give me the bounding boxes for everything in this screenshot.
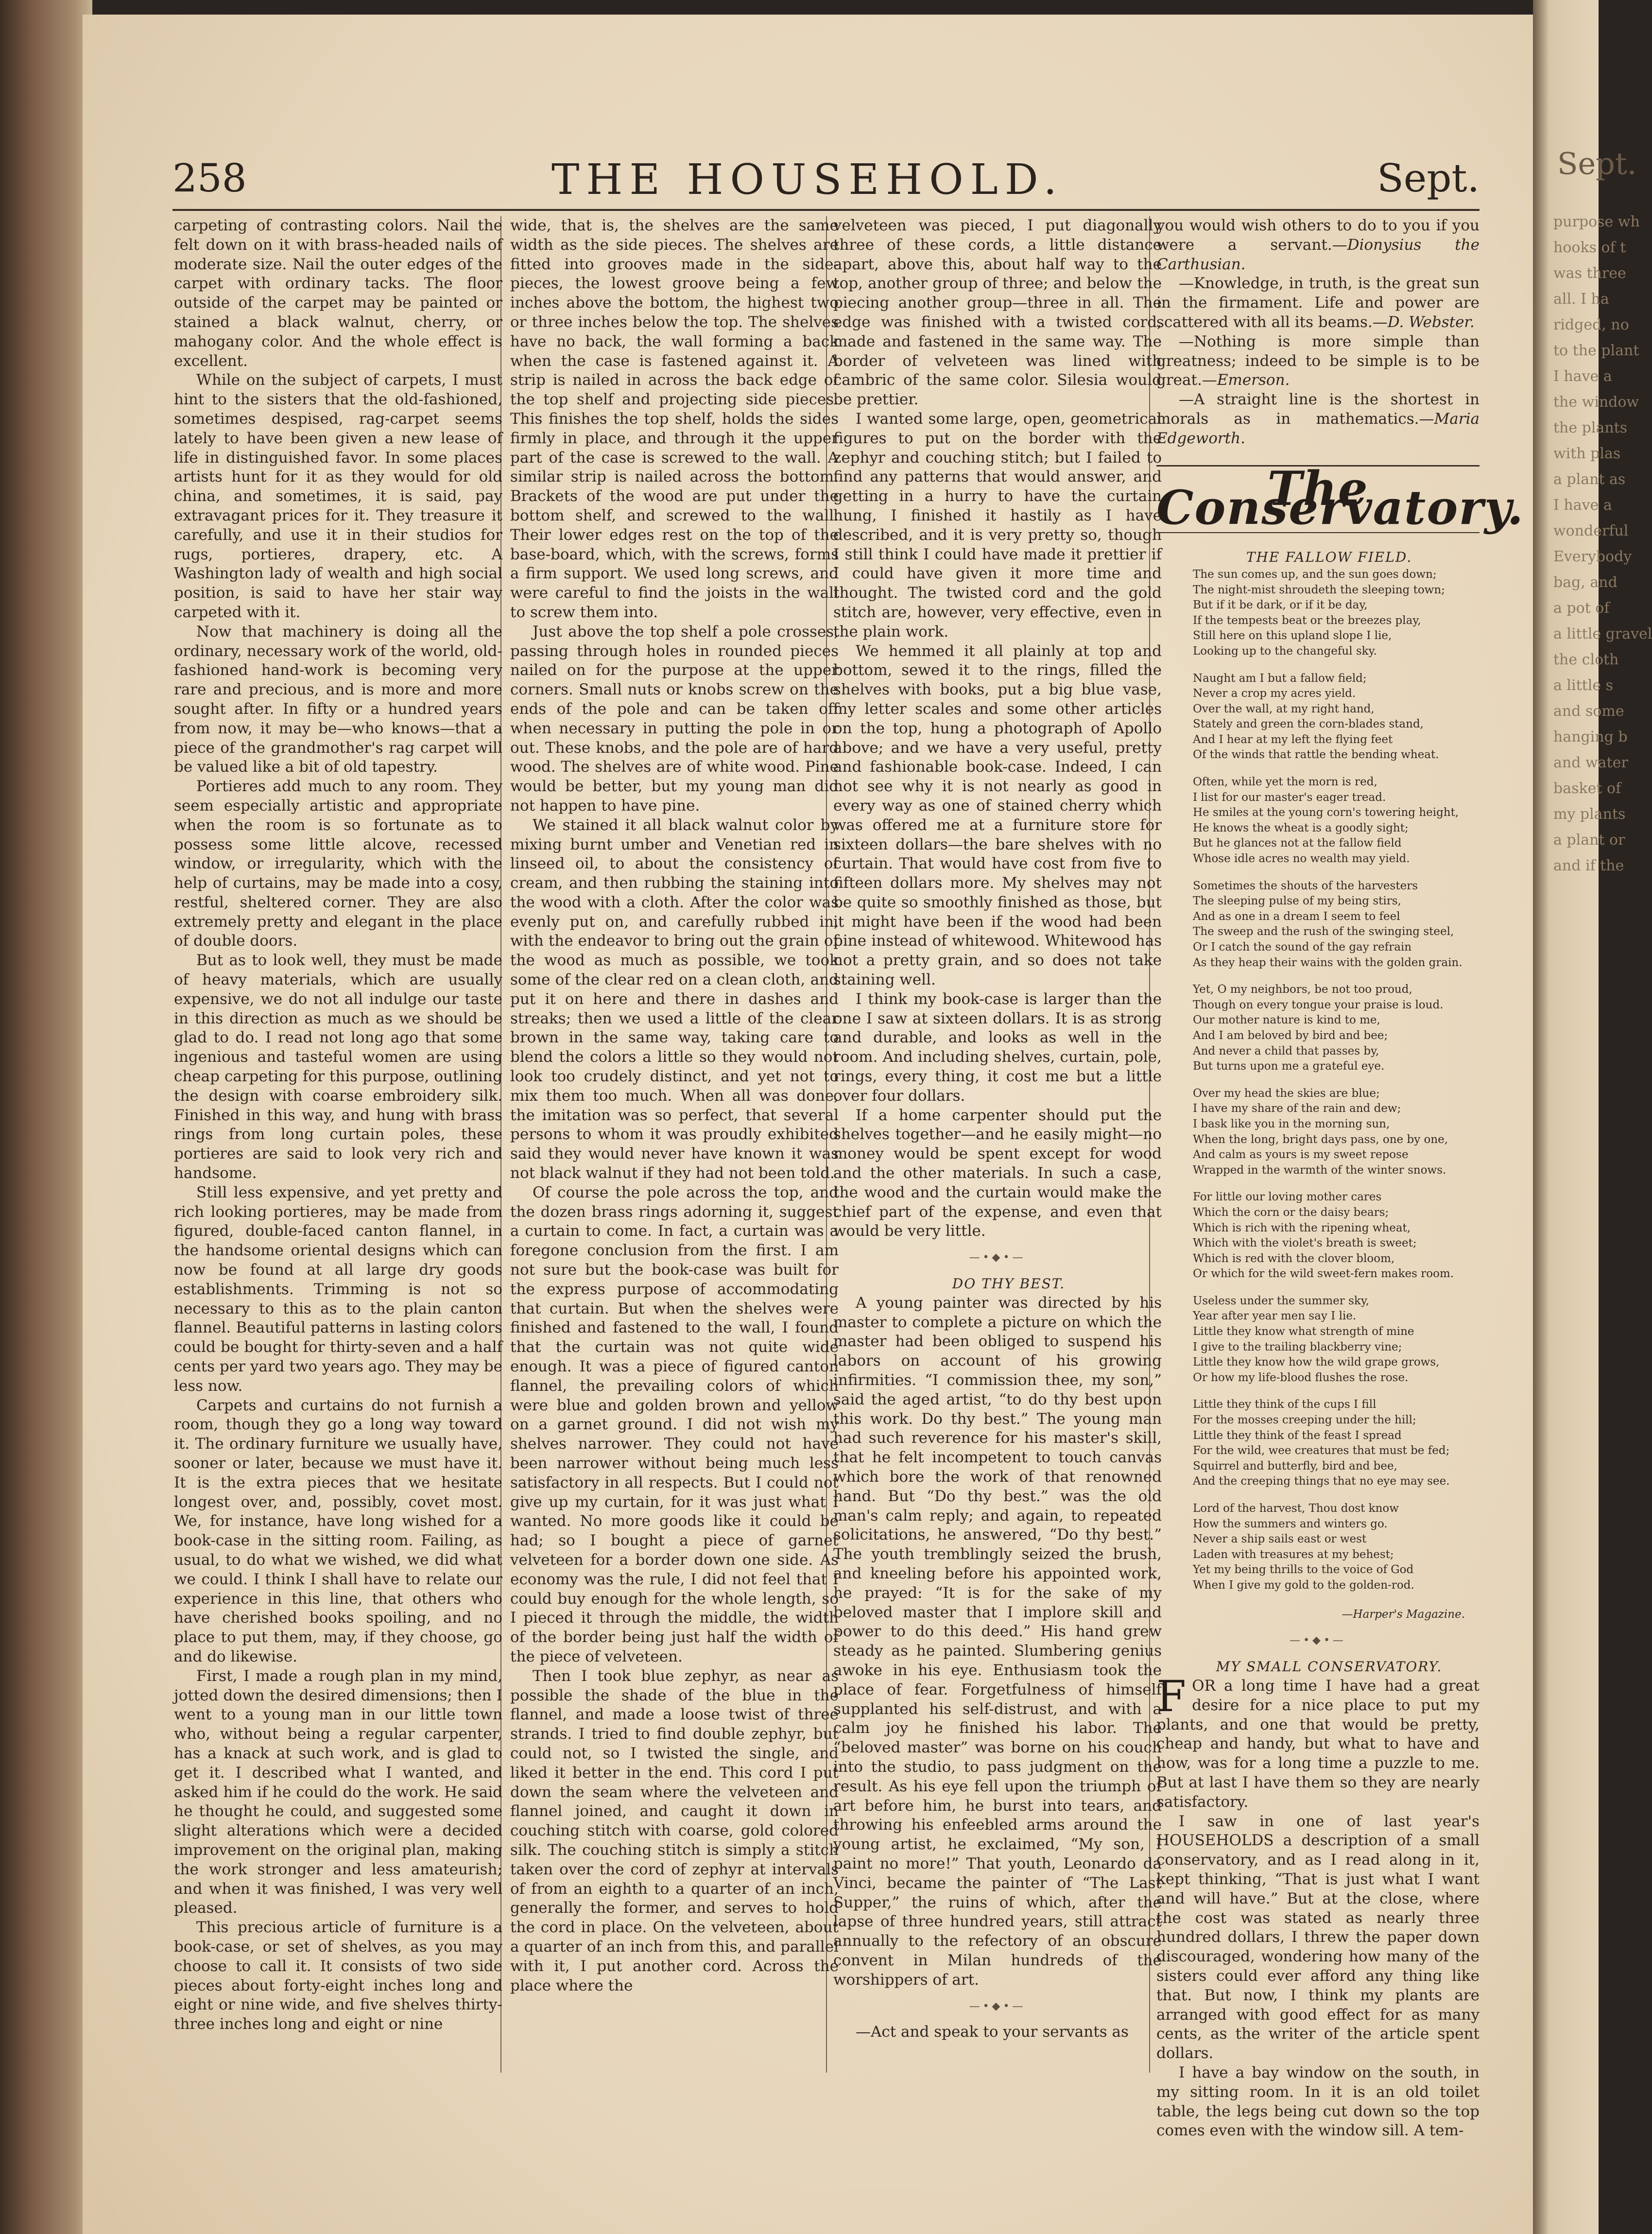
poem-line: Squirrel and butterfly, bird and bee, xyxy=(1193,1459,1397,1472)
poem-stanza xyxy=(1193,1086,1480,1178)
poem-line: As they heap their wains with the golden grain. xyxy=(1193,956,1463,969)
paragraph xyxy=(1156,1671,1480,1812)
poem-stanza xyxy=(1193,1501,1480,1593)
poem-line: Year after year men say I lie. xyxy=(1193,1310,1357,1323)
next-page-edge xyxy=(1533,0,1652,2234)
next-page-line: a plant or xyxy=(1553,831,1625,849)
poem-line: If the tempests beat or the breezes play, xyxy=(1193,614,1421,627)
next-page-line: wonderful xyxy=(1553,522,1629,539)
paragraph-text: OR a long time I have had a great desire for a nice place to put my plants, and one that would be pretty, cheap and handy, but what to have and how, was for a long time a puzzle to me. But at last I have them so they are nearly satisfactory. xyxy=(1156,1677,1480,1811)
poem-line: Or I catch the sound of the gay refrain xyxy=(1193,941,1412,954)
poem-line: Which is rich with the ripening wheat, xyxy=(1193,1221,1411,1234)
next-page-line: ridged, no xyxy=(1553,316,1629,333)
next-page-line: and water xyxy=(1553,754,1628,771)
paragraph: We stained it all black walnut color by mixing burnt umber and Venetian red in linseed oil, to about the consistency of cream, and then rubbing the staining into the wood with a cloth. After the color was evenly put on, and carefully rubbed in, with the endeavor to bring out the grain of the wood as much as possible, we took some of the clear red on a clean cloth, and put it on here and there in dashes and streaks; then we used a little of the clear brown in the same way, taking care to blend the colors a little so they would not look too crudely distinct, and yet not to mix them too much. When all was done, the imitation was so perfect, that several persons to whom it was proudly exhibited said they would never have known it was not black walnut if they had not been told. xyxy=(510,816,839,1182)
paragraph: Just above the top shelf a pole crosses, passing through holes in rounded pieces nailed on for the purpose at the upper corners. Small nuts or knobs screw on the ends of the pole and can be taken off when necessary in putting the pole in or out. These knobs, and the pole are of hard wood. The shelves are of white wood. Pine would be better, but my young man did not happen to have pine. xyxy=(510,623,839,814)
next-page-line: I have a xyxy=(1553,368,1612,385)
next-page-line: hanging b xyxy=(1553,728,1628,745)
paragraph: I wanted some large, open, geometrical figures to put on the border with the zephyr and couching stitch; but I failed to find any patterns that would answer, and getting in a hurry to have the curtain hung, I finished it hastily as I have described, and it is very pretty so, though I still think I could have made it prettier if I could have given it more time and thought. The twisted cord and the gold stitch are, however, very effective, even in the plain work. xyxy=(833,410,1162,641)
poem-line: I bask like you in the morning sun, xyxy=(1193,1117,1390,1130)
poem-line: Lord of the harvest, Thou dost know xyxy=(1193,1502,1399,1515)
paragraph: Still less expensive, and yet pretty and rich looking portieres, may be made from figured, double-faced canton flannel, in the handsome oriental designs which can now be found at all large dry goods establishments. Trimming is not so necessary to this as to the plain canton flannel. Beautiful patterns in lasting colors could be bought for thirty-seven and a half cents per yard two years ago. They may be less now. xyxy=(174,1183,502,1395)
poem-line: Sometimes the shouts of the harvesters xyxy=(1193,879,1418,892)
next-page-line: the plants xyxy=(1553,419,1628,436)
column-3 xyxy=(833,216,1162,2063)
poem-line: Wrapped in the warmth of the winter snows. xyxy=(1193,1163,1446,1177)
poem-line: The sleeping pulse of my being stirs, xyxy=(1193,895,1401,908)
paragraph: Then I took blue zephyr, as near as possible the shade of the blue in the flannel, and made a loose twist of three strands. I tried to find double zephyr, but could not, so I twisted the single, and liked it better in the end. This cord I put down the seam where the velveteen and flannel joined, and caught it down in couching stitch with coarse, gold colored silk. The couching stitch is simply a stitch taken over the cord of zephyr at intervals of from an eighth to a quarter of an inch, generally the former, and serves to hold the cord in place. On the velveteen, about a quarter of an inch from this, and parallel with it, I put another cord. Across the place where the xyxy=(510,1667,839,1994)
paragraph: While on the subject of carpets, I must hint to the sisters that the old-fashioned, sometimes despised, rag-carpet seems lately to have been given a new lease of life in distinguished favor. In some places artists hunt for it as they would for old china, and sometimes, it is said, pay extravagant prices for it. They treasure it carefully, and use it in their studios for rugs, portieres, drapery, etc. A Washington lady of wealth and high social position, is said to have her stair way carpeted with it. xyxy=(174,371,502,621)
column-2 xyxy=(510,216,839,2063)
poem-line: But turns upon me a grateful eye. xyxy=(1193,1060,1385,1073)
paragraph: I think my book-case is larger than the one I saw at sixteen dollars. It is as strong and durable, and looks as well in the room. And including shelves, curtain, pole, rings, every thing, it cost me but a little over four dollars. xyxy=(833,990,1162,1105)
quote-text: you would wish others to do to you if you were a servant.— xyxy=(1156,217,1480,254)
paragraph: carpeting of contrasting colors. Nail the felt down on it with brass-headed nails of moderate size. Nail the outer edges of the carpet with ordinary tacks. The floor outside of the carpet may be painted or stained a black walnut, cherry, or mahogany color. And the whole effect is excellent. xyxy=(174,217,502,370)
next-page-line: and some xyxy=(1553,703,1624,720)
column-1 xyxy=(174,216,502,2063)
next-page-line: the cloth xyxy=(1553,651,1619,668)
poem-line: Never a ship sails east or west xyxy=(1193,1533,1367,1546)
poem-line: I list for our master's eager tread. xyxy=(1193,791,1386,804)
poem-line: The sun comes up, and the sun goes down; xyxy=(1193,568,1437,581)
poem-line: And never a child that passes by, xyxy=(1193,1044,1379,1057)
poem-line: Which with the violet's breath is sweet; xyxy=(1193,1237,1417,1250)
ornament-divider: —•◆•— xyxy=(969,2000,1026,2012)
poem-line: Which the corn or the daisy bears; xyxy=(1193,1206,1389,1219)
poem-line: Whose idle acres no wealth may yield. xyxy=(1193,852,1410,866)
paragraph: We hemmed it all plainly at top and bottom, sewed it to the rings, filled the shelves with books, put a big blue vase, my letter scales and some other articles on the top, hung a photograph of Apollo above; and we have a very useful, pretty and fashionable book-case. Indeed, I can not see why it is not nearly as good in every way as one of stained cherry which was offered me at a furniture store for sixteen dollars—the bare shelves with no curtain. That would have cost from five to fifteen dollars more. My shelves may not be quite so smoothly finished as those, but it might have been if the wood had been pine instead of whitewood. Whitewood has not a pretty grain, and so does not take staining well. xyxy=(833,642,1162,989)
poem-stanza xyxy=(1193,982,1480,1074)
poem-line: Little they know how the wild grape grows, xyxy=(1193,1356,1440,1369)
poem-stanza xyxy=(1193,1190,1480,1282)
quote-text: —Knowledge, in truth, is the great sun in the firmament. Life and power are scattered with all its beams.— xyxy=(1156,275,1480,331)
next-page-line: to the plant xyxy=(1553,342,1639,359)
next-page-line: bag, and xyxy=(1553,574,1618,591)
poem-line: For the mosses creeping under the hill; xyxy=(1193,1414,1416,1427)
poem-line: Laden with treasures at my behest; xyxy=(1193,1548,1394,1561)
quote-author: Dionysius the Carthusian. xyxy=(1156,236,1480,273)
poem-line: And as one in a dream I seem to feel xyxy=(1193,910,1400,923)
poem-line: For the wild, wee creatures that must be fed; xyxy=(1193,1444,1450,1457)
quote xyxy=(1156,216,1480,274)
poem-line: Never a crop my acres yield. xyxy=(1193,687,1356,700)
poem-line: Still here on this upland slope I lie, xyxy=(1193,629,1392,642)
next-page-line: a little gravel xyxy=(1553,625,1652,642)
quote-text: —Nothing is more simple than greatness; indeed to be simple is to be great.— xyxy=(1156,332,1480,389)
poem-stanza xyxy=(1193,879,1480,971)
next-page-line: Everybody xyxy=(1553,548,1632,565)
poem-line: Stately and green the corn-blades stand, xyxy=(1193,718,1424,731)
poem-line: He knows the wheat is a goodly sight; xyxy=(1193,821,1409,834)
poem-stanza xyxy=(1193,1397,1480,1489)
next-page-heading: Sept. xyxy=(1557,146,1637,181)
poem-line: The night-mist shroudeth the sleeping town; xyxy=(1193,583,1445,596)
poem-line: Looking up to the changeful sky. xyxy=(1193,644,1377,658)
poem-line: When the long, bright days pass, one by one, xyxy=(1193,1133,1448,1146)
poem-line: Though on every tongue your praise is loud. xyxy=(1193,998,1444,1011)
paragraph: Portieres add much to any room. They seem especially artistic and appropriate when the room is so fortunate as to possess some little alcove, recessed window, or irregularity, which with the help of curtains, may be made into a cosy, restful, sheltered corner. They are also extremely pretty and elegant in the place of double doors. xyxy=(174,778,502,950)
paragraph: First, I made a rough plan in my mind, jotted down the desired dimensions; then I went to a young man in our little town who, without being a regular carpenter, has a knack at such work, and is glad to get it. I described what I wanted, and asked him if he could do the work. He said he thought he could, and suggested some slight alterations which were a decided improvement on the original plan, making the work stronger and less amateurish; and when it was finished, I was very well pleased. xyxy=(174,1667,502,1917)
column-4 xyxy=(1156,216,1525,2140)
poem-line: He smiles at the young corn's towering height, xyxy=(1193,806,1459,819)
masthead-title: THE HOUSEHOLD. xyxy=(551,156,1064,204)
next-page-line: my plants xyxy=(1553,806,1626,823)
paragraph: Of course the pole across the top, and the dozen brass rings adorning it, suggest a curtain to come. In fact, a curtain was a foregone conclusion from the first. I am not sure but the book-case was built for the express purpose of accommodating that curtain. But when the shelves were finished and fastened to the wall, I found that the curtain was not quite wide enough. It was a piece of figured canton flannel, the prevailing colors of which were blue and golden brown and yellow on a garnet ground. I did not wish my shelves narrower. They could not have been narrower without being much less satisfactory in all respects. But I could not give up my curtain, for it was just what I wanted. No more goods like it could be had; so I bought a piece of garnet velveteen for a border down one side. As economy was the rule, I did not feel that I could buy enough for the whole length, so I pieced it through the middle, the width of the border being just half the width of the piece of velveteen. xyxy=(510,1183,839,1665)
poem-line: I give to the trailing blackberry vine; xyxy=(1193,1340,1402,1353)
poem xyxy=(1156,567,1480,1593)
ornament-divider: —•◆•— xyxy=(969,1251,1026,1264)
poem-line: Over my head the skies are blue; xyxy=(1193,1087,1380,1100)
poem-line: Little they know what strength of mine xyxy=(1193,1325,1414,1338)
next-page-line: I have a xyxy=(1553,497,1612,514)
paragraph: velveteen was pieced, I put diagonally three of these cords, a little distance apart, above this, about half way to the top, another group of three; and below the piecing another group—three in all. The edge was finished with a twisted cord, made and fastened in the same way. The border of velveteen was lined with cambric of the same color. Silesia would be prettier. xyxy=(833,217,1162,409)
next-page-lines xyxy=(1553,209,1652,879)
quote xyxy=(1156,390,1480,448)
poem-line: Over the wall, at my right hand, xyxy=(1193,702,1375,715)
poem-line: But if it be dark, or if it be day, xyxy=(1193,599,1368,612)
poem-line: How the summers and winters go. xyxy=(1193,1517,1388,1530)
poem-line: Our mother nature is kind to me, xyxy=(1193,1014,1380,1027)
paragraph: Carpets and curtains do not furnish a room, though they go a long way toward it. The ordinary furniture we usually have, sooner or later, because we must have it. It is the extra pieces that we hesitate longest over, and, possibly, covet most. We, for instance, have long wished for a book-case in the sitting room. Failing, as usual, to do what we wished, we did what we could. I think I shall have to relate our experience in this line, that others who have cherished books spoiling, and no place to put them, may, if they choose, go and do likewise. xyxy=(174,1396,502,1665)
next-page-line: purpose wh xyxy=(1553,213,1640,230)
poem-line: When I give my gold to the golden-rod. xyxy=(1193,1578,1414,1592)
poem-line: Naught am I but a fallow field; xyxy=(1193,672,1367,685)
poem-line: Little they think of the feast I spread xyxy=(1193,1429,1402,1442)
next-page-line: all. I ha xyxy=(1553,291,1609,308)
quote-author: Emerson. xyxy=(1217,371,1290,389)
header-rule xyxy=(172,209,1480,211)
page-number: 258 xyxy=(172,156,247,201)
poem-line: Useless under the summer sky, xyxy=(1193,1294,1370,1307)
poem-line: But he glances not at the fallow field xyxy=(1193,837,1402,850)
article-title: MY SMALL CONSERVATORY. xyxy=(1216,1659,1443,1675)
paragraph: wide, that is, the shelves are the same width as the side pieces. The shelves are fitted into grooves made in the side-pieces, the lowest groove being a few inches above the bottom, the highest two or three inches below the top. The shelves have no back, the wall forming a back when the case is fastened against it. A strip is nailed in across the back edge of the top shelf and projecting side pieces. This finishes the top shelf, holds the sides firmly in place, and through it the upper part of the case is screwed to the wall. A similar strip is nailed across the bottom. Brackets of the wood are put under the bottom shelf, and screwed to the wall. Their lower edges rest on the top of the base-board, which, with the screws, forms a firm support. We used long screws, and were careful to find the joists in the wall to screw them into. xyxy=(510,217,839,621)
poem-line: Often, while yet the morn is red, xyxy=(1193,776,1377,789)
next-page-line: a little s xyxy=(1553,677,1614,694)
next-page-line: basket of xyxy=(1553,780,1621,797)
poem-line: And the creeping things that no eye may see. xyxy=(1193,1475,1450,1488)
poem-line: Yet my being thrills to the voice of God xyxy=(1193,1563,1414,1576)
poem-stanza xyxy=(1193,671,1480,763)
next-page-line: the window xyxy=(1553,394,1639,411)
next-page-line: with plas xyxy=(1553,445,1621,462)
next-page-line: a plant as xyxy=(1553,471,1626,488)
ornament-divider: —•◆•— xyxy=(1290,1634,1346,1647)
next-page-line: hooks of t xyxy=(1553,239,1626,256)
article-body xyxy=(1156,1671,1480,2141)
poem-stanza xyxy=(1193,567,1480,659)
poem-line: Of the winds that rattle the bending wheat. xyxy=(1193,748,1439,762)
paragraph: —Act and speak to your servants as xyxy=(856,2023,1129,2041)
poem-line: Or how my life-blood flushes the rose. xyxy=(1193,1371,1409,1384)
poem-stanza xyxy=(1193,1294,1480,1386)
quote-author: Maria Edgeworth. xyxy=(1156,410,1480,447)
quote-author: D. Webster. xyxy=(1387,313,1475,331)
poem-line: And I hear at my left the flying feet xyxy=(1193,733,1393,746)
poem-line: And calm as yours is my sweet repose xyxy=(1193,1148,1409,1161)
issue-month: Sept. xyxy=(1377,156,1480,201)
paragraph: I have a bay window on the south, in my sitting room. In it is an old toilet table, the legs being cut down so the top comes even with the window sill. A tem- xyxy=(1156,2063,1480,2140)
paragraph: I saw in one of last year's HOUSEHOLDS a description of a small conservatory, and as I read along in it, kept thinking, “That is just what I want and will have.” But at the close, where the cost was stated as nearly three hundred dollars, I threw the paper down discouraged, wondering how many of the sisters could ever afford any thing like that. But now, I think my plants are arranged with good effect for as many cents, as the writer of the article spent dollars. xyxy=(1156,1812,1480,2062)
article-title: DO THY BEST. xyxy=(952,1276,1066,1292)
poem-title: THE FALLOW FIELD. xyxy=(1246,549,1412,566)
paragraph: A young painter was directed by his master to complete a picture on which the master had been obliged to suspend his labors on account of his growing infirmities. “I commission thee, my son,” said the aged artist, “to do thy best upon this work. Do thy best.” The young man had such reverence for his master's skill, that he felt incompetent to touch canvas which bore the work of that renowned hand. But “Do thy best.” was the old man's calm reply; and again, to repeated solicitations, he answered, “Do thy best.” The youth tremblingly seized the brush, and kneeling before his appointed work, he prayed: “It is for the sake of my beloved master that I implore skill and power to do this deed.” His hand grew steady as he painted. Slumbering genius awoke in his eye. Enthusiasm took the place of fear. Forgetfulness of himself supplanted his self-distrust, and with a calm joy he finished his labor. The “beloved master” was borne on his couch into the studio, to pass judgment on the result. As his eye fell upon the triumph of art before him, he burst into tears, and throwing his enfeebled arms around the young artist, he exclaimed, “My son, I paint no more!” That youth, Leonardo da Vinci, became the painter of “The Last Supper,” the ruins of which, after the lapse of three hundred years, still attract annually to the refectory of an obscure convent in Milan hundreds of the worshippers of art. xyxy=(833,1294,1162,1989)
next-page-line: a pot of xyxy=(1553,600,1610,617)
poem-stanza xyxy=(1193,775,1480,867)
poem-line: I have my share of the rain and dew; xyxy=(1193,1102,1401,1115)
poem-line: Or which for the wild sweet-fern makes room. xyxy=(1193,1267,1454,1281)
poem-line: Which is red with the clover bloom, xyxy=(1193,1252,1395,1265)
section-title: The Conservatory. xyxy=(1156,461,1525,536)
quote xyxy=(1156,332,1480,390)
quote xyxy=(1156,274,1480,332)
next-page-line: and if the xyxy=(1553,857,1624,874)
paragraph: But as to look well, they must be made of heavy materials, which are usually expensive, we do not all indulge our taste in this direction as much as we should be glad to do. I read not long ago that some ingenious and tasteful women are using cheap carpeting for this purpose, outlining the design with coarse embroidery silk. Finished in this way, and hung with brass rings from long curtain poles, these portieres are said to look very rich and handsome. xyxy=(174,952,502,1182)
drop-cap: F xyxy=(1156,1671,1187,1721)
poem-line: For little our loving mother cares xyxy=(1193,1191,1382,1204)
poem-line: The sweep and the rush of the swinging steel, xyxy=(1193,925,1454,938)
paragraph: This precious article of furniture is a book-case, or set of shelves, as you may choose to call it. It consists of two side pieces about forty-eight inches long and eight or nine wide, and five shelves thirty-three inches long and eight or nine xyxy=(174,1919,502,2033)
poem-credit: —Harper's Magazine. xyxy=(1342,1608,1465,1621)
poem-line: And I am beloved by bird and bee; xyxy=(1193,1029,1388,1042)
poem-line: Yet, O my neighbors, be not too proud, xyxy=(1193,983,1412,996)
paragraph: Now that machinery is doing all the ordinary, necessary work of the world, old-fashioned hand-work is becoming very rare and precious, and is more and more sought after. In fifty or a hundred years from now, it may be—who knows—that a piece of the grandmother's rag carpet will be valued like a bit of old tapestry. xyxy=(174,623,502,776)
quote-text: —A straight line is the shortest in morals as in mathematics.— xyxy=(1156,391,1480,428)
paragraph: If a home carpenter should put the shelves together—and he easily might—no money would be spent except for wood and the other materials. In such a case, the wood and the curtain would make the chief part of the expense, and even that would be very little. xyxy=(833,1106,1162,1240)
poem-line: Little they think of the cups I fill xyxy=(1193,1398,1377,1411)
next-page-line: was three xyxy=(1553,265,1626,282)
